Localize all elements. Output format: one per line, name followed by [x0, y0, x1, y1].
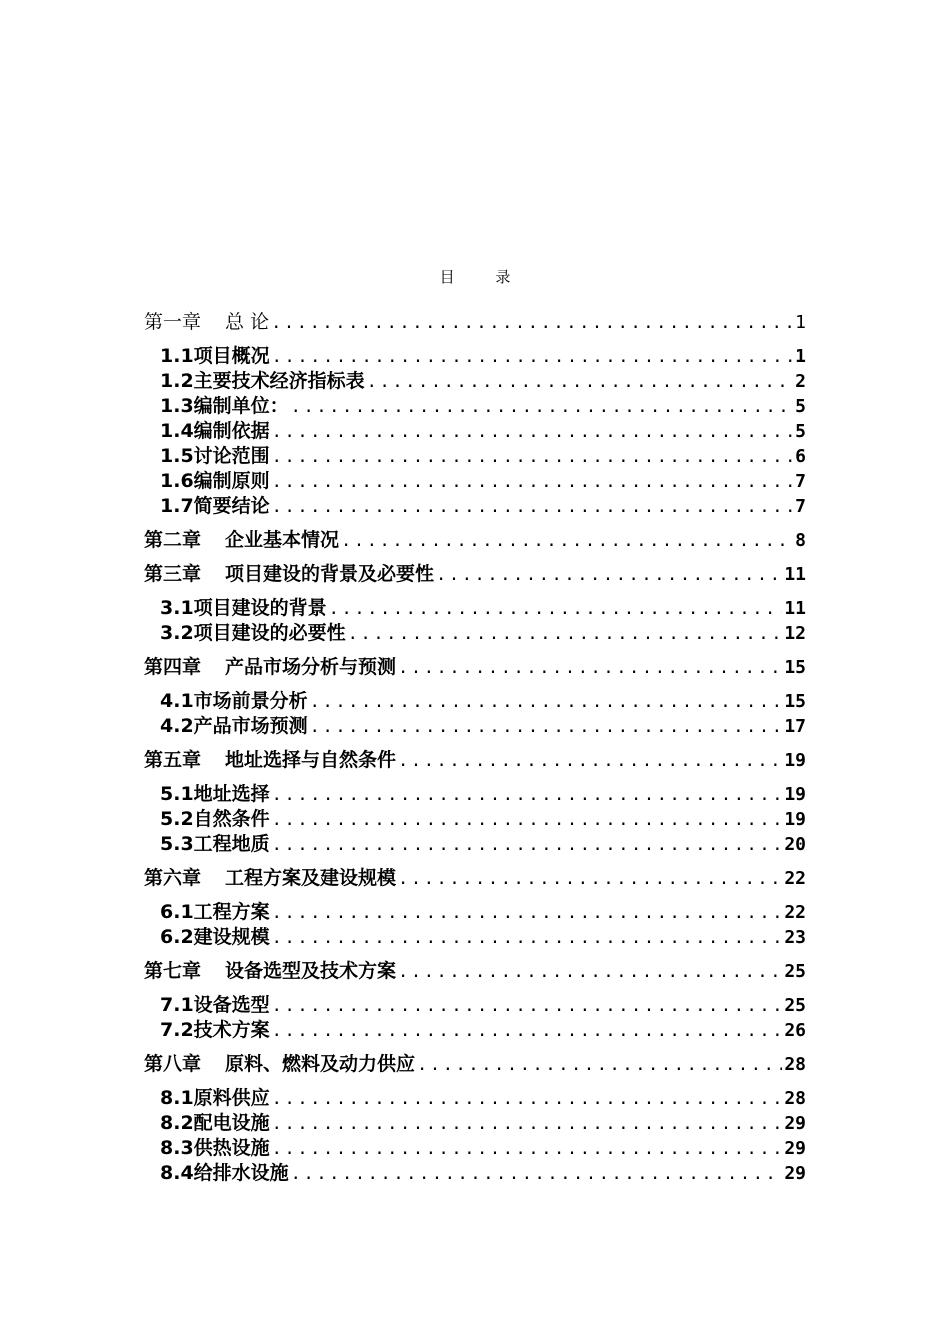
dot-leader	[341, 529, 793, 554]
toc-section-entry[interactable]	[144, 1018, 806, 1043]
toc-page-number: 1	[795, 346, 806, 367]
dot-leader	[272, 1019, 783, 1044]
toc-chapter-entry[interactable]	[144, 748, 806, 773]
toc-entry-title: 3.1项目建设的背景	[160, 597, 327, 619]
dot-leader	[272, 495, 793, 520]
toc-chapter-entry[interactable]	[144, 310, 806, 335]
toc-entry-title: 地址选择与自然条件	[225, 749, 397, 771]
toc-entry-title: 设备选型及技术方案	[225, 960, 397, 982]
toc-section-entry[interactable]	[144, 444, 806, 469]
toc-entry-title: 原料、燃料及动力供应	[225, 1053, 416, 1075]
toc-section-entry[interactable]	[144, 714, 806, 739]
toc-page-number: 1	[795, 312, 806, 333]
toc-section-entry[interactable]	[144, 782, 806, 807]
toc-entry-title: 1.1项目概况	[160, 345, 270, 367]
toc-entry-title: 1.4编制依据	[160, 420, 270, 442]
toc-section-entry[interactable]	[144, 394, 806, 419]
toc-page-number: 19	[784, 750, 806, 771]
toc-page-number: 25	[784, 961, 806, 982]
toc-entry-label	[144, 1052, 415, 1077]
toc-section-entry[interactable]	[144, 1111, 806, 1136]
toc-page-number: 7	[795, 471, 806, 492]
chapter-number: 第三章	[144, 563, 202, 585]
dot-leader	[272, 345, 793, 370]
toc-chapter-entry[interactable]	[144, 562, 806, 587]
toc-entry-label	[160, 714, 308, 739]
chapter-number: 第五章	[144, 749, 202, 771]
toc-section-entry[interactable]	[144, 419, 806, 444]
dot-leader	[272, 994, 783, 1019]
toc-entry-label	[160, 1161, 289, 1186]
toc-section-entry[interactable]	[144, 1136, 806, 1161]
dot-leader	[310, 690, 783, 715]
toc-page-number: 29	[784, 1138, 806, 1159]
toc-entry-title: 4.2产品市场预测	[160, 715, 308, 737]
toc-page-number: 11	[784, 564, 806, 585]
toc-entry-title: 1.6编制原则	[160, 470, 270, 492]
toc-entry-label	[160, 344, 270, 369]
dot-leader	[291, 395, 793, 420]
toc-page-number: 12	[784, 623, 806, 644]
toc-entry-title: 总 论	[225, 311, 270, 333]
toc-entry-title: 1.5讨论范围	[160, 445, 270, 467]
toc-entry-label	[160, 807, 270, 832]
toc-page-number: 15	[784, 657, 806, 678]
toc-entry-label	[160, 1136, 270, 1161]
toc-chapter-entry[interactable]	[144, 655, 806, 680]
toc-entry-label	[160, 469, 270, 494]
toc-entry-label	[160, 993, 270, 1018]
toc-page-number: 29	[784, 1163, 806, 1184]
toc-chapter-entry[interactable]	[144, 1052, 806, 1077]
table-of-contents	[144, 310, 806, 1186]
toc-entry-title: 6.1工程方案	[160, 901, 270, 923]
toc-entry-title: 8.1原料供应	[160, 1087, 270, 1109]
toc-section-entry[interactable]	[144, 900, 806, 925]
toc-page-number: 8	[795, 530, 806, 551]
toc-entry-title: 4.1市场前景分析	[160, 690, 308, 712]
toc-page-number: 20	[784, 834, 806, 855]
toc-page-number: 26	[784, 1020, 806, 1041]
toc-page-number: 5	[795, 396, 806, 417]
toc-entry-label	[160, 596, 327, 621]
toc-page-number: 2	[795, 371, 806, 392]
dot-leader	[367, 370, 793, 395]
dot-leader	[272, 445, 793, 470]
toc-entry-label	[160, 1018, 270, 1043]
toc-entry-label	[160, 1086, 270, 1111]
toc-chapter-entry[interactable]	[144, 866, 806, 891]
toc-section-entry[interactable]	[144, 494, 806, 519]
dot-leader	[398, 656, 782, 681]
toc-entry-label	[160, 832, 270, 857]
toc-entry-label	[160, 621, 346, 646]
toc-entry-label	[160, 782, 270, 807]
toc-page-number: 15	[784, 691, 806, 712]
toc-page-number: 5	[795, 421, 806, 442]
dot-leader	[398, 960, 782, 985]
dot-leader	[272, 808, 783, 833]
toc-entry-label	[160, 900, 270, 925]
toc-entry-label	[144, 866, 396, 891]
toc-section-entry[interactable]	[144, 344, 806, 369]
dot-leader	[291, 1162, 783, 1187]
dot-leader	[398, 749, 782, 774]
toc-entry-label	[160, 419, 270, 444]
toc-entry-title: 7.2技术方案	[160, 1019, 270, 1041]
dot-leader	[436, 563, 782, 588]
toc-page-number: 29	[784, 1113, 806, 1134]
dot-leader	[329, 597, 783, 622]
toc-section-entry[interactable]	[144, 993, 806, 1018]
toc-page-number: 22	[784, 868, 806, 889]
toc-entry-label	[144, 310, 269, 335]
toc-entry-label	[160, 394, 289, 419]
toc-section-entry[interactable]	[144, 832, 806, 857]
toc-entry-title: 企业基本情况	[225, 529, 340, 551]
toc-section-entry[interactable]	[144, 596, 806, 621]
chapter-number: 第七章	[144, 960, 202, 982]
toc-section-entry[interactable]	[144, 807, 806, 832]
toc-page-number: 22	[784, 902, 806, 923]
toc-entry-title: 项目建设的背景及必要性	[225, 563, 435, 585]
toc-entry-label	[160, 1111, 270, 1136]
toc-section-entry[interactable]	[144, 621, 806, 646]
toc-title: 目 录	[439, 268, 529, 286]
toc-page-number: 23	[784, 927, 806, 948]
toc-entry-label	[144, 655, 396, 680]
toc-section-entry[interactable]	[144, 689, 806, 714]
toc-section-entry[interactable]	[144, 1161, 806, 1186]
toc-entry-title: 6.2建设规模	[160, 926, 270, 948]
chapter-number: 第八章	[144, 1053, 202, 1075]
toc-page-number: 7	[795, 496, 806, 517]
toc-section-entry[interactable]	[144, 1086, 806, 1111]
toc-entry-title: 产品市场分析与预测	[225, 656, 397, 678]
toc-page-number: 28	[784, 1088, 806, 1109]
toc-entry-title: 3.2项目建设的必要性	[160, 622, 346, 644]
dot-leader	[417, 1053, 782, 1078]
dot-leader	[272, 1137, 783, 1162]
chapter-number: 第一章	[144, 311, 202, 333]
dot-leader	[348, 622, 783, 647]
toc-entry-label	[160, 444, 270, 469]
dot-leader	[272, 1087, 783, 1112]
toc-entry-title: 7.1设备选型	[160, 994, 270, 1016]
toc-page-number: 6	[795, 446, 806, 467]
dot-leader	[272, 901, 783, 926]
dot-leader	[272, 470, 793, 495]
toc-page-number: 17	[784, 716, 806, 737]
dot-leader	[272, 1112, 783, 1137]
toc-section-entry[interactable]	[144, 469, 806, 494]
toc-chapter-entry[interactable]	[144, 528, 806, 553]
toc-entry-label	[160, 925, 270, 950]
toc-section-entry[interactable]	[144, 369, 806, 394]
dot-leader	[272, 783, 783, 808]
toc-entry-label	[160, 369, 365, 394]
toc-entry-label	[144, 748, 396, 773]
toc-entry-title: 1.2主要技术经济指标表	[160, 370, 365, 392]
dot-leader	[272, 926, 783, 951]
dot-leader	[271, 311, 793, 336]
dot-leader	[310, 715, 783, 740]
toc-section-entry[interactable]	[144, 925, 806, 950]
dot-leader	[272, 833, 783, 858]
toc-entry-label	[144, 959, 396, 984]
toc-chapter-entry[interactable]	[144, 959, 806, 984]
toc-page-number: 19	[784, 784, 806, 805]
chapter-number: 第六章	[144, 867, 202, 889]
toc-entry-title: 5.1地址选择	[160, 783, 270, 805]
toc-entry-title: 8.2配电设施	[160, 1112, 270, 1134]
toc-entry-title: 1.3编制单位：	[160, 395, 289, 417]
toc-entry-title: 1.7简要结论	[160, 495, 270, 517]
toc-entry-label	[144, 528, 339, 553]
toc-entry-title: 5.2自然条件	[160, 808, 270, 830]
toc-page-number: 11	[784, 598, 806, 619]
toc-entry-title: 8.3供热设施	[160, 1137, 270, 1159]
toc-entry-title: 8.4给排水设施	[160, 1162, 289, 1184]
chapter-number: 第四章	[144, 656, 202, 678]
dot-leader	[398, 867, 782, 892]
toc-page-number: 19	[784, 809, 806, 830]
toc-entry-label	[144, 562, 434, 587]
toc-entry-title: 工程方案及建设规模	[225, 867, 397, 889]
toc-entry-title: 5.3工程地质	[160, 833, 270, 855]
chapter-number: 第二章	[144, 529, 202, 551]
toc-page-number: 25	[784, 995, 806, 1016]
toc-entry-label	[160, 689, 308, 714]
toc-entry-label	[160, 494, 270, 519]
toc-page-number: 28	[784, 1054, 806, 1075]
dot-leader	[272, 420, 793, 445]
